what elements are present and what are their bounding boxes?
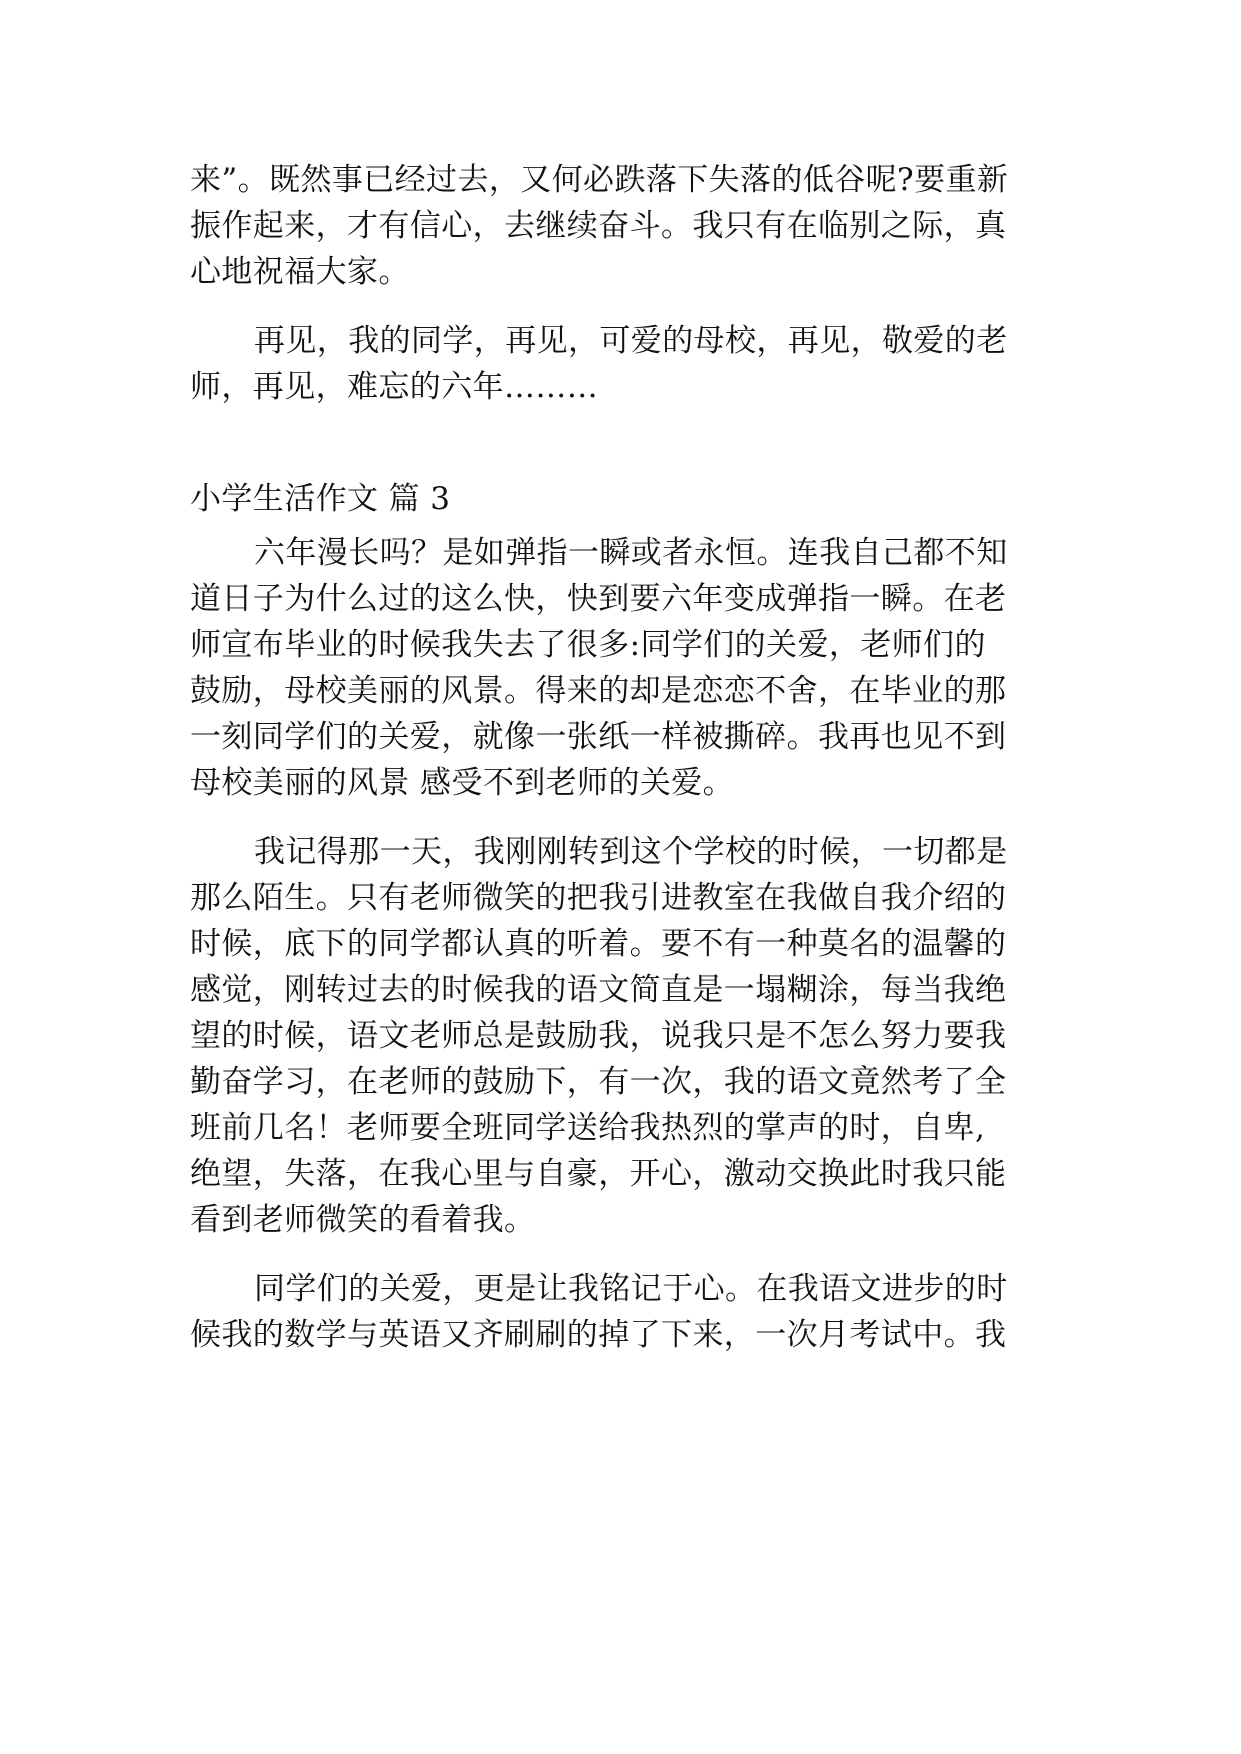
text-line: 师，再见，难忘的六年………: [190, 369, 599, 405]
document-body: [190, 157, 1050, 1358]
text-line: 同学们的关爱，更是让我铭记于心。在我语文进步的时: [254, 1271, 1008, 1307]
text-line: 班前几名！老师要全班同学送给我热烈的掌声的时，自卑,: [190, 1110, 986, 1146]
text-line: 道日子为什么过的这么快，快到要六年变成弹指一瞬。在老: [190, 581, 1007, 617]
text-line: 振作起来，才有信心，去继续奋斗。我只有在临别之际，真: [190, 208, 1007, 244]
text-line: 感觉，刚转过去的时候我的语文简直是一塌糊涂，每当我绝: [190, 972, 1007, 1008]
text-line: 看到老师微笑的看着我。: [190, 1202, 536, 1238]
text-line: 勤奋学习，在老师的鼓励下，有一次，我的语文竟然考了全: [190, 1064, 1007, 1100]
paragraph: [190, 829, 1050, 1243]
text-line: 母校美丽的风景 感受不到老师的关爱。: [190, 765, 735, 801]
text-line: 来”。既然事已经过去，又何必跌落下失落的低谷呢?要重新: [190, 162, 1009, 198]
text-line: 一刻同学们的关爱，就像一张纸一样被撕碎。我再也见不到: [190, 719, 1007, 755]
paragraph: [190, 1266, 1050, 1358]
text-line: 六年漫长吗？是如弹指一瞬或者永恒。连我自己都不知: [254, 535, 1008, 571]
text-line: 鼓励，母校美丽的风景。得来的却是恋恋不舍，在毕业的那: [190, 673, 1007, 709]
paragraph: [190, 157, 1050, 295]
text-line: 时候，底下的同学都认真的听着。要不有一种莫名的温馨的: [190, 926, 1007, 962]
section-title: 小学生活作文 篇 3: [190, 481, 451, 517]
text-line: 那么陌生。只有老师微笑的把我引进教室在我做自我介绍的: [190, 880, 1007, 916]
text-line: 望的时候，语文老师总是鼓励我，说我只是不怎么努力要我: [190, 1018, 1007, 1054]
text-line: 绝望，失落，在我心里与自豪，开心，激动交换此时我只能: [190, 1156, 1007, 1192]
text-line: 心地祝福大家。: [190, 254, 410, 290]
text-line: 再见，我的同学，再见，可爱的母校，再见，敬爱的老: [254, 323, 1008, 359]
text-line: 师宣布毕业的时候我失去了很多:同学们的关爱，老师们的: [190, 627, 986, 663]
text-line: 候我的数学与英语又齐刷刷的掉了下来，一次月考试中。我: [190, 1317, 1007, 1353]
section-spacer: [190, 410, 1050, 476]
paragraph: [190, 318, 1050, 410]
text-line: 我记得那一天，我刚刚转到这个学校的时候，一切都是: [254, 834, 1008, 870]
paragraph: [190, 530, 1050, 806]
